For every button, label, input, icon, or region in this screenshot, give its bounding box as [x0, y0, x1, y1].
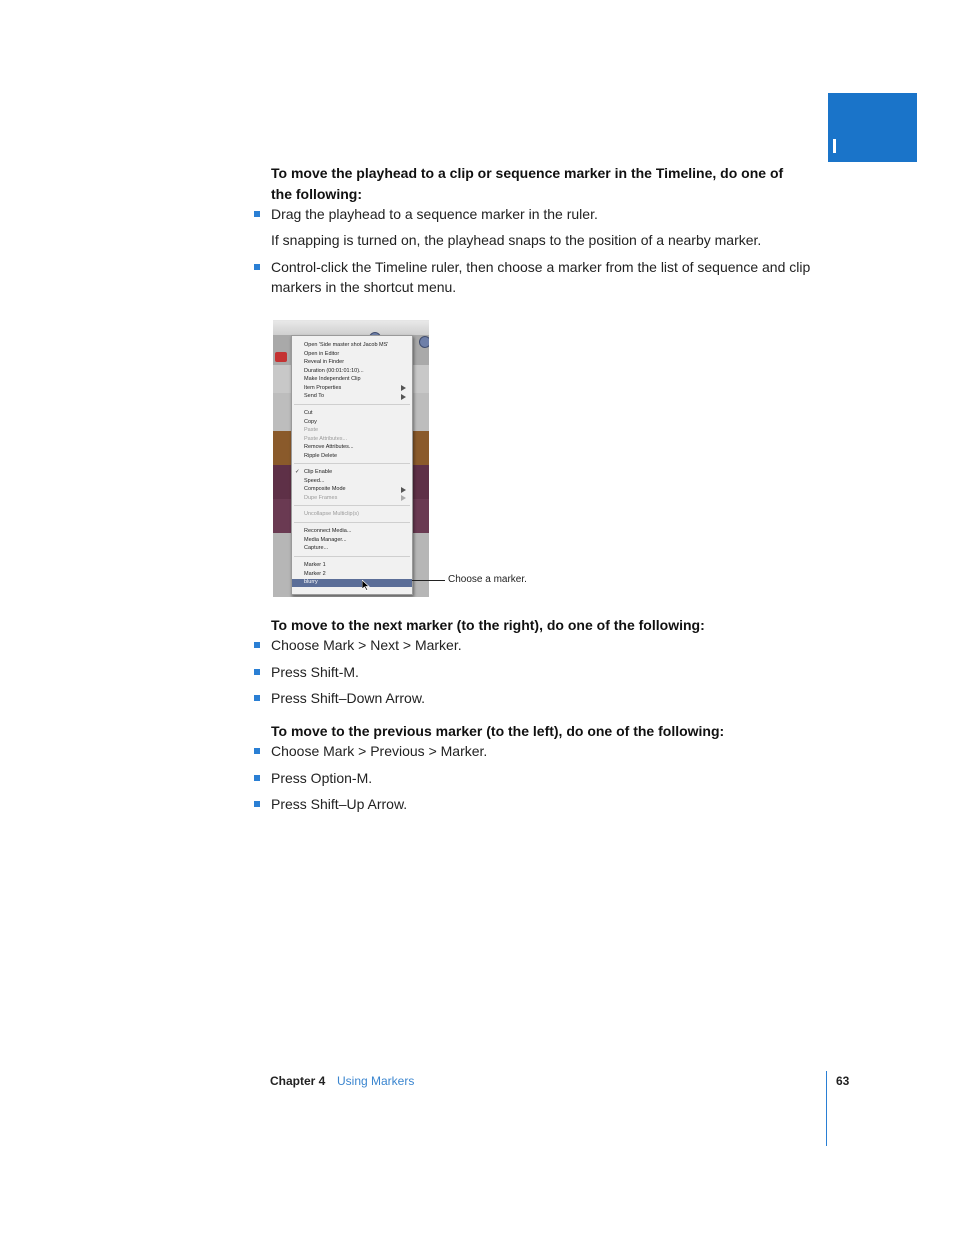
menu-separator: [294, 463, 410, 464]
window-toolbar: [273, 321, 429, 335]
bullet-icon: [254, 695, 260, 701]
figure-callout: Choose a marker.: [448, 574, 527, 585]
menu-item: Uncollapse Multiclip(s): [304, 511, 360, 517]
list-item: Press Shift–Up Arrow.: [271, 796, 408, 812]
menu-item[interactable]: Reveal in Finder: [304, 359, 345, 365]
menu-item: Paste Attributes...: [304, 435, 348, 442]
shortcut-menu: [291, 335, 413, 595]
bullet-icon: [254, 801, 260, 807]
menu-item[interactable]: Media Manager...: [304, 536, 347, 543]
chapter-tab-mark: [833, 139, 836, 153]
menu-item[interactable]: Reconnect Media...: [304, 528, 352, 534]
list-item: Press Option-M.: [271, 770, 373, 786]
list-item: Drag the playhead to a sequence marker in the ruler.: [271, 206, 598, 222]
menu-item[interactable]: Composite Mode: [304, 486, 346, 492]
menu-item-marker[interactable]: Marker 2: [304, 570, 326, 577]
list-item: Choose Mark > Next > Marker.: [271, 637, 462, 653]
footer-divider: [826, 1071, 827, 1146]
section2-heading: To move to the next marker (to the right), do one of the following:: [271, 617, 705, 633]
menu-item-marker-selected[interactable]: blurry: [304, 579, 318, 585]
menu-separator: [294, 522, 410, 523]
bullet-icon: [254, 669, 260, 675]
menu-item: Dupe Frames: [304, 494, 338, 501]
section1-heading: [271, 163, 783, 205]
menu-item[interactable]: Speed...: [304, 477, 325, 484]
menu-item[interactable]: Clip Enable: [304, 469, 333, 475]
checkmark-icon: ✓: [295, 469, 300, 475]
menu-item-marker[interactable]: Marker 1: [304, 562, 326, 568]
list-item: Press Shift-M.: [271, 664, 359, 680]
bullet-icon: [254, 264, 260, 270]
submenu-arrow-icon: [401, 487, 406, 493]
footer-chapter: Chapter 4: [270, 1074, 326, 1088]
menu-item[interactable]: Cut: [304, 410, 313, 416]
list-item: Choose Mark > Previous > Marker.: [271, 743, 488, 759]
list-item-line1: Control-click the Timeline ruler, then choose a marker from the list of sequence and clip: [271, 259, 811, 275]
menu-item: Paste: [304, 427, 319, 433]
mouse-cursor-icon: [362, 580, 370, 591]
bullet-icon: [254, 775, 260, 781]
menu-item[interactable]: Send To: [304, 393, 325, 399]
menu-separator: [294, 505, 410, 506]
menu-separator: [294, 404, 410, 405]
page-number: 63: [836, 1074, 850, 1088]
section3-heading: To move to the previous marker (to the left), do one of the following:: [271, 723, 725, 739]
list-item: Press Shift–Down Arrow.: [271, 690, 426, 706]
menu-item[interactable]: Item Properties: [304, 384, 342, 391]
list-item-line2: markers in the shortcut menu.: [271, 279, 457, 295]
menu-separator: [294, 556, 410, 557]
record-icon: [275, 352, 287, 362]
submenu-arrow-icon: [401, 394, 406, 400]
round-button-icon: [419, 336, 429, 348]
bullet-icon: [254, 211, 260, 217]
menu-item[interactable]: Copy: [304, 418, 317, 425]
list-item: [271, 257, 810, 297]
submenu-arrow-icon: [401, 495, 406, 501]
section1-heading-line1: To move the playhead to a clip or sequence marker in the Timeline, do one of: [271, 165, 784, 181]
menu-item[interactable]: Remove Attributes...: [304, 444, 354, 450]
menu-item[interactable]: Make Independent Clip: [304, 376, 361, 382]
submenu-arrow-icon: [401, 385, 406, 391]
snapping-note: If snapping is turned on, the playhead snaps to the position of a nearby marker.: [271, 232, 762, 248]
bullet-icon: [254, 642, 260, 648]
menu-item[interactable]: Capture...: [304, 545, 329, 551]
chapter-tab: [828, 93, 917, 162]
menu-item[interactable]: Duration (00:01:01:10)...: [304, 367, 364, 374]
menu-item[interactable]: Open 'Side master shot Jacob MS': [304, 342, 389, 348]
callout-line: [412, 580, 445, 581]
menu-item[interactable]: Open in Editor: [304, 350, 340, 357]
timeline-shortcut-menu-screenshot: [273, 320, 429, 597]
bullet-icon: [254, 748, 260, 754]
footer-chapter-title[interactable]: Using Markers: [337, 1074, 415, 1088]
section1-heading-line2: the following:: [271, 186, 362, 202]
menu-item[interactable]: Ripple Delete: [304, 452, 338, 459]
